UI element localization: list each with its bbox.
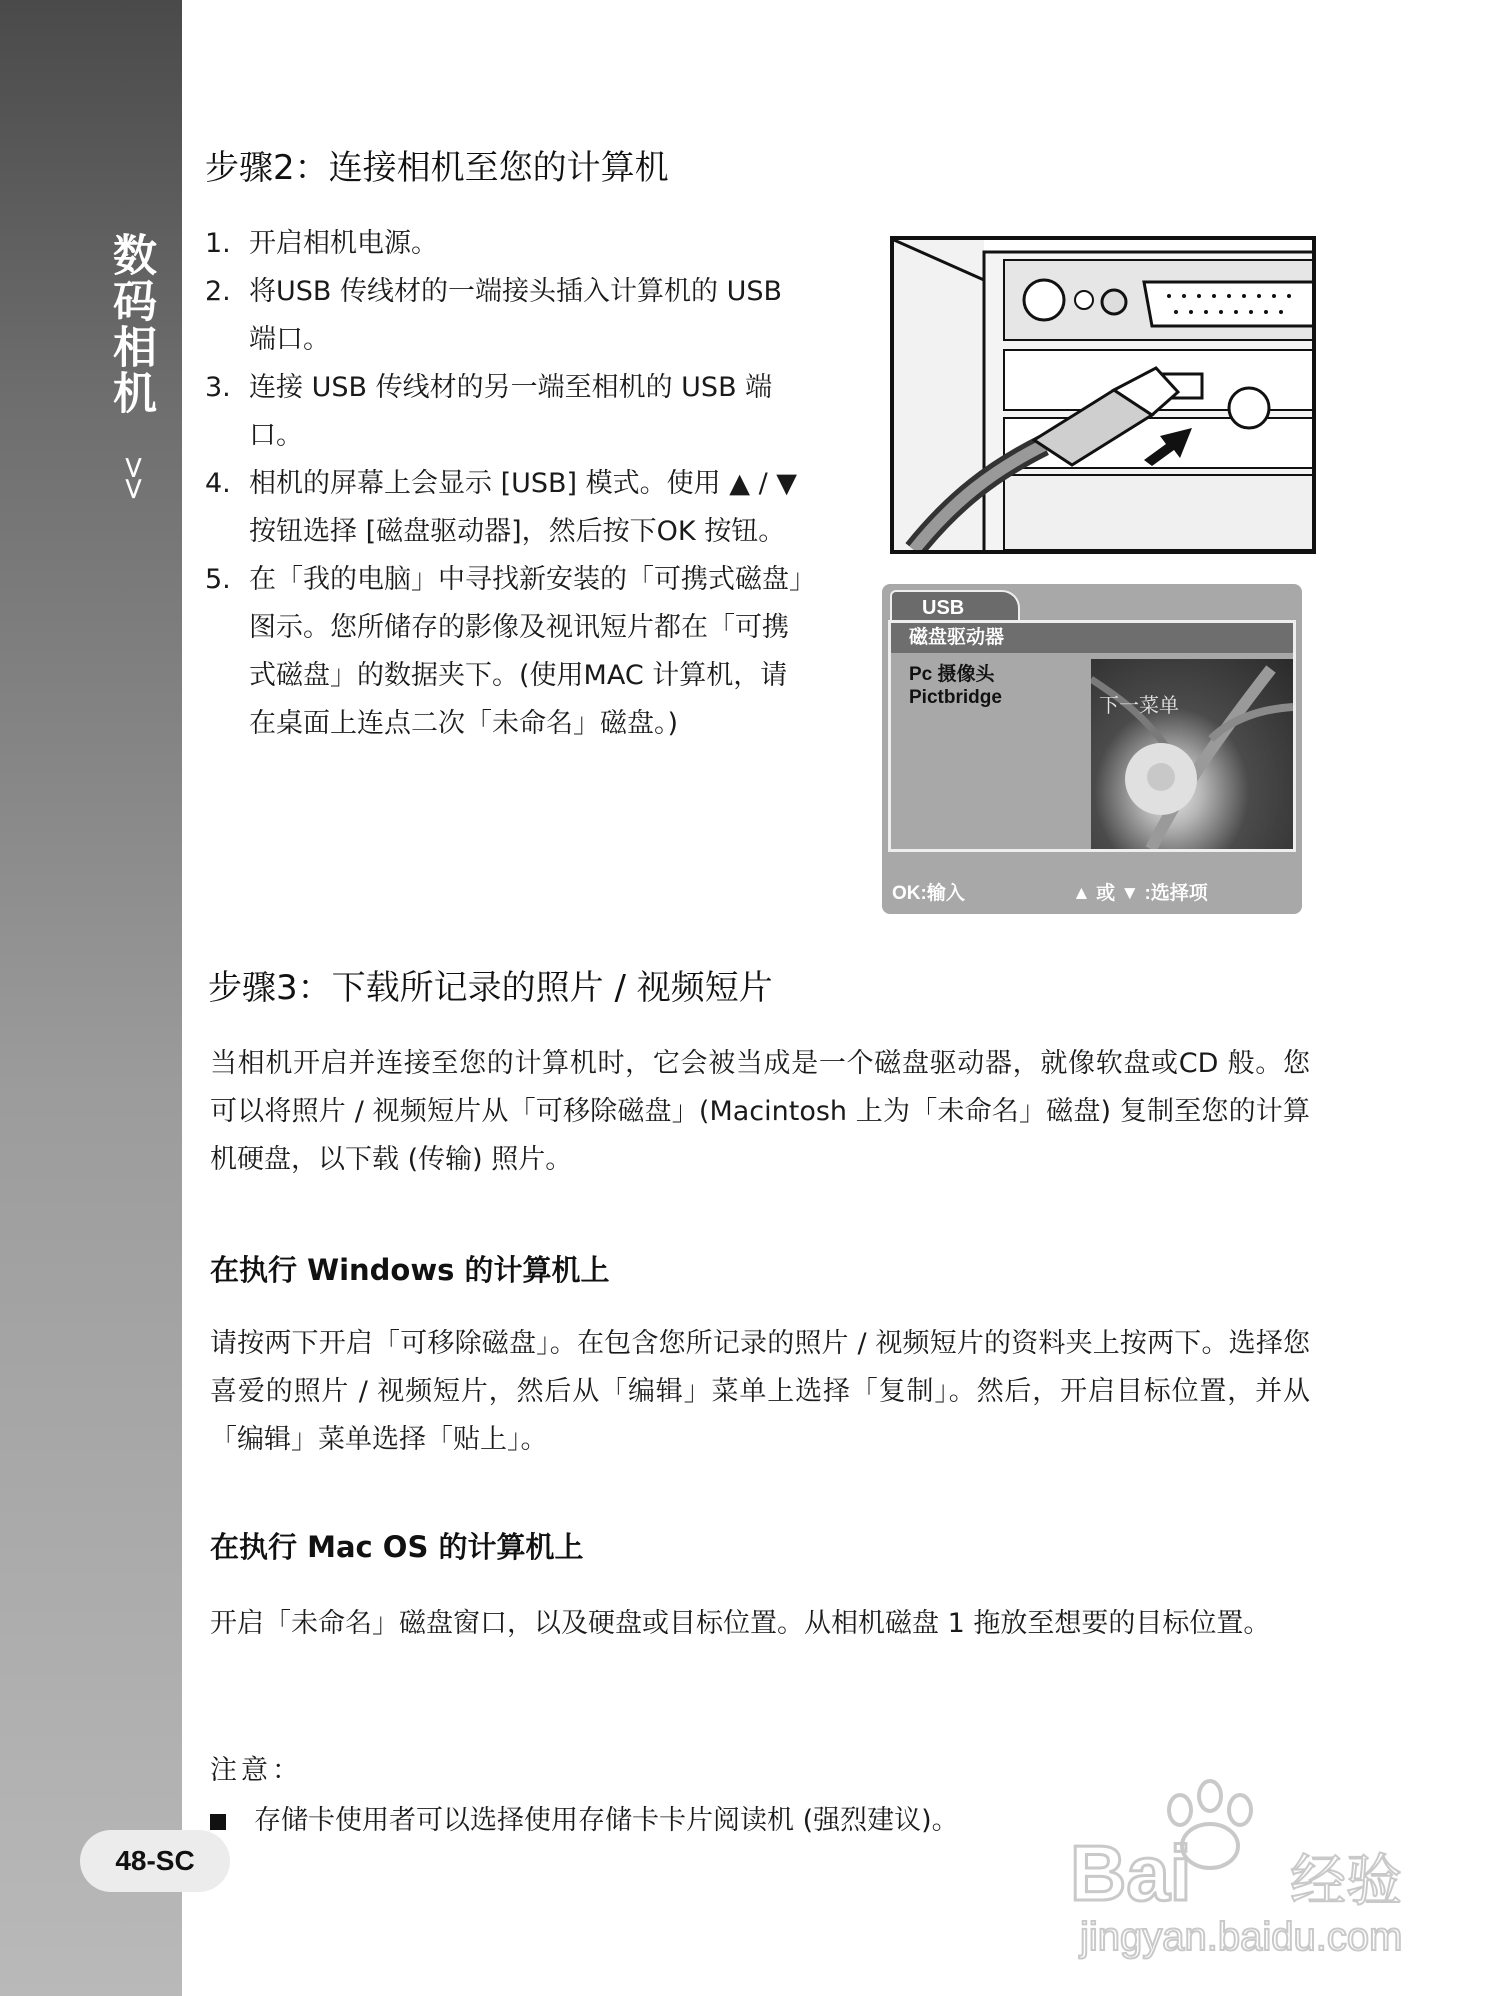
step2-heading: 步骤2：连接相机至您的计算机 <box>205 148 669 188</box>
preview-photo <box>1091 659 1293 849</box>
step3-paragraph: 当相机开启并连接至您的计算机时，它会被当成是一个磁盘驱动器，就像软盘或CD 般。您可以将照片 / 视频短片从「可移除磁盘」(Macintosh 上为「未命名」磁盘) 复制至您的计算机硬盘，以下载 (传输) 照片。 <box>210 1048 1310 1175</box>
note-label: 注意： <box>210 1755 303 1786</box>
svg-text:jingyan.baidu.com: jingyan.baidu.com <box>1080 1915 1403 1959</box>
mac-heading: 在执行 Mac OS 的计算机上 <box>210 1530 584 1564</box>
step3-heading: 步骤3：下载所记录的照片 / 视频短片 <box>208 968 773 1008</box>
mac-paragraph: 开启「未命名」磁盘窗口，以及硬盘或目标位置。从相机磁盘 1 拖放至想要的目标位置。 <box>210 1608 1271 1639</box>
menu-item-disk-drive: 磁盘驱动器 <box>891 623 1293 653</box>
usb-tab: USB <box>890 590 1020 622</box>
list-item-number: 3. <box>205 372 231 403</box>
list-item <box>205 556 805 748</box>
note-item <box>210 1798 959 1837</box>
svg-text:经验: 经验 <box>1290 1849 1402 1914</box>
chevron-right-icon: >> <box>116 455 151 498</box>
list-item-number: 2. <box>205 276 231 307</box>
sidebar <box>0 0 182 1996</box>
camera-usb-menu-screen <box>882 584 1302 914</box>
step2-list <box>205 220 805 748</box>
baidu-watermark-logo <box>1060 1760 1430 1960</box>
usb-menu-panel <box>888 620 1296 852</box>
list-item-text: 相机的屏幕上会显示 [USB] 模式。使用 ▲ / ▼ 按钮选择 [磁盘驱动器]，然后按下OK 按钮。 <box>249 468 798 547</box>
list-item-text: 在「我的电脑」中寻找新安装的「可携式磁盘」图示。您所储存的影像及视讯短片都在「可携式磁盘」的数据夹下。(使用MAC 计算机，请在桌面上连点二次「未命名」磁盘。) <box>249 564 803 739</box>
note-text: 存储卡使用者可以选择使用存储卡卡片阅读机 (强烈建议)。 <box>254 1805 959 1836</box>
list-item <box>205 460 805 556</box>
windows-heading: 在执行 Windows 的计算机上 <box>210 1253 610 1287</box>
windows-paragraph: 请按两下开启「可移除磁盘」。在包含您所记录的照片 / 视频短片的资料夹上按两下。选择您喜爱的照片 / 视频短片，然后从「编辑」菜单上选择「复制」。然后，开启目标位置，并从「编辑」菜单选择「贴上」。 <box>210 1328 1310 1455</box>
square-bullet-icon <box>210 1814 226 1830</box>
menu-item-pictbridge: Pictbridge <box>909 687 1002 708</box>
usb-menu-footer <box>882 876 1302 906</box>
ok-enter-hint: OK:输入 <box>892 883 965 904</box>
computer-usb-port-icon <box>894 240 1312 550</box>
list-item <box>205 268 805 364</box>
sidebar-title: 数码相机 <box>105 232 156 416</box>
list-item-text: 开启相机电源。 <box>249 228 438 259</box>
list-item-number: 4. <box>205 468 231 499</box>
list-item-number: 5. <box>205 564 231 595</box>
svg-text:Bai: Bai <box>1070 1829 1192 1917</box>
list-item-text: 将USB 传线材的一端接头插入计算机的 USB 端口。 <box>249 276 783 355</box>
usb-connection-illustration <box>890 236 1316 554</box>
menu-item-pc-camera: Pc 摄像头 <box>909 664 995 685</box>
list-item <box>205 220 805 268</box>
flower-photo-icon <box>1091 659 1293 849</box>
select-hint: ▲ 或 ▼ :选择项 <box>1072 883 1208 904</box>
list-item-number: 1. <box>205 228 231 259</box>
list-item-text: 连接 USB 传线材的另一端至相机的 USB 端口。 <box>249 372 773 451</box>
list-item <box>205 364 805 460</box>
page-number: 48-SC <box>80 1830 230 1892</box>
preview-label: 下一菜单 <box>1099 693 1179 717</box>
